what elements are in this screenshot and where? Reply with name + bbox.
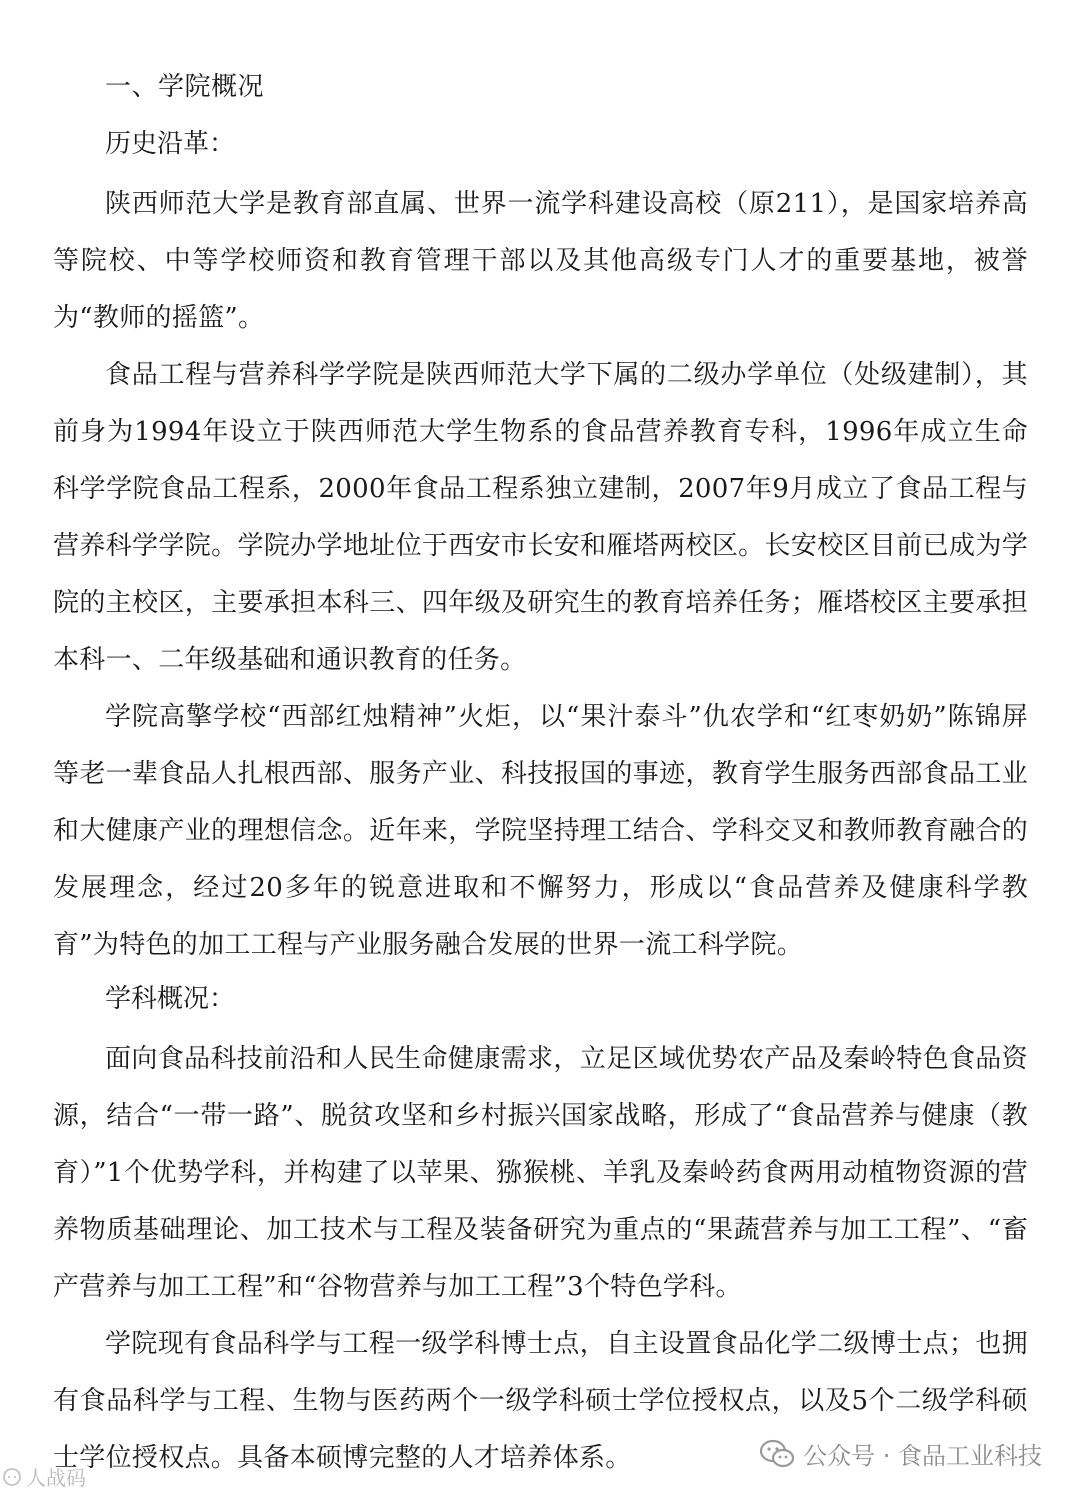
wechat-watermark bbox=[759, 1436, 1042, 1471]
corner-stamp bbox=[2, 1462, 86, 1491]
paragraph-3: 学院高擎学校“西部红烛精神”火炬，以“果汁泰斗”仇农学和“红枣奶奶”陈锦屏等老一辈食品人扎根西部、服务产业、科技报国的事迹，教育学生服务西部食品工业和大健康产业的理想信念。近年来，学院坚持理工结合、学科交叉和教师教育融合的发展理念，经过20多年的锐意进取和不懈努力，形成以“食品营养及健康科学教育”为特色的加工工程与产业服务融合发展的世界一流工科学院。 bbox=[53, 702, 1028, 960]
history-heading: 历史沿革： bbox=[105, 129, 236, 159]
wechat-icon bbox=[759, 1439, 795, 1469]
watermark-text: 公众号 · 食品工业科技 bbox=[803, 1442, 1042, 1470]
discipline-heading: 学科概况： bbox=[105, 984, 236, 1014]
paragraph-1: 陕西师范大学是教育部直属、世界一流学科建设高校（原211），是国家培养高等院校、中等学校师资和教育管理干部以及其他高级专门人才的重要基地，被誉为“教师的摇篮”。 bbox=[53, 189, 1028, 333]
paragraph-5: 学院现有食品科学与工程一级学科博士点，自主设置食品化学二级博士点；也拥有食品科学与工程、生物与医药两个一级学科硕士学位授权点，以及5个二级学科硕士学位授权点。具备本硕博完整的人才培养体系。 bbox=[53, 1329, 1028, 1473]
document-body bbox=[53, 62, 1028, 1487]
stamp-text: 人战码 bbox=[26, 1466, 86, 1490]
paragraph-2: 食品工程与营养科学学院是陕西师范大学下属的二级办学单位（处级建制），其前身为1994年设立于陕西师范大学生物系的食品营养教育专科，1996年成立生命科学学院食品工程系，2000年食品工程系独立建制，2007年9月成立了食品工程与营养科学学院。学院办学地址位于西安市长安和雁塔两校区。长安校区目前已成为学院的主校区，主要承担本科三、四年级及研究生的教育培养任务；雁塔校区主要承担本科一、二年级基础和通识教育的任务。 bbox=[53, 360, 1028, 675]
chat-bubble-icon bbox=[2, 1467, 22, 1487]
section-heading: 一、学院概况 bbox=[105, 72, 265, 102]
paragraph-4: 面向食品科技前沿和人民生命健康需求，立足区域优势农产品及秦岭特色食品资源，结合“一带一路”、脱贫攻坚和乡村振兴国家战略，形成了“食品营养与健康（教育）”1个优势学科，并构建了以苹果、猕猴桃、羊乳及秦岭药食两用动植物资源的营养物质基础理论、加工技术与工程及装备研究为重点的“果蔬营养与加工工程”、“畜产营养与加工工程”和“谷物营养与加工工程”3个特色学科。 bbox=[53, 1044, 1028, 1302]
